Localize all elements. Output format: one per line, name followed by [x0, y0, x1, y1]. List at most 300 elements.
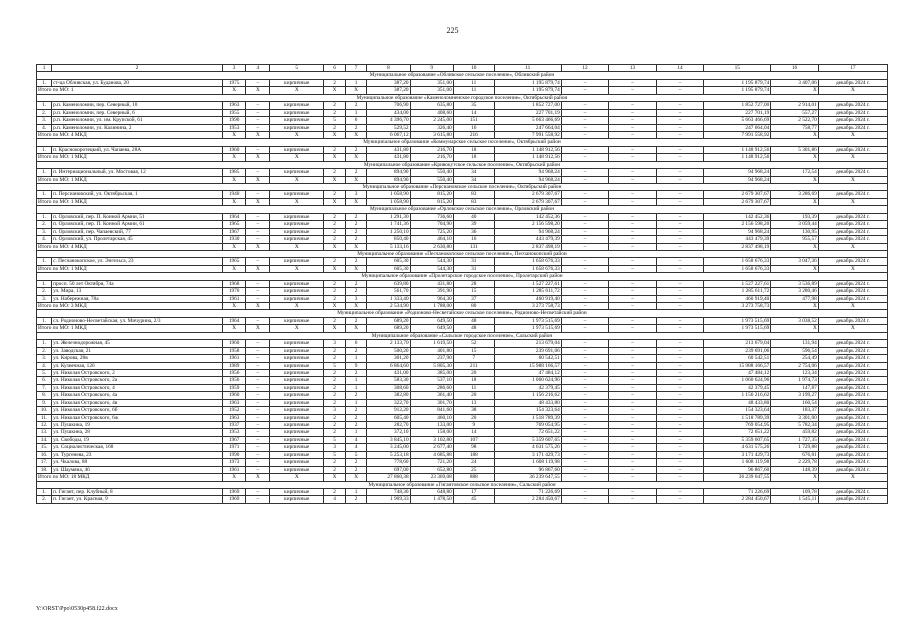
table-cell: 36 239 647,55	[494, 474, 561, 481]
table-cell: –	[246, 169, 270, 176]
table-cell: ул. Кузнечная, 126	[52, 362, 223, 369]
table-cell: кирпичные	[270, 436, 324, 443]
table-cell: 20	[453, 369, 494, 376]
table-cell: 2.	[37, 288, 52, 295]
table-cell: кирпичные	[270, 496, 324, 503]
table-cell: 1 527 227,61	[704, 280, 771, 287]
table-cell: 28	[453, 280, 494, 287]
table-cell: 40	[453, 213, 494, 220]
table-cell: р.п. Каменоломни, ул. Калинина, 2	[52, 124, 223, 131]
table-cell: 1 973 515,69	[704, 317, 771, 324]
table-cell: 2 679 307,67	[704, 198, 771, 205]
table-cell: –	[561, 198, 609, 205]
table-cell: декабрь 2024 г.	[818, 414, 887, 421]
table-cell: 6	[345, 340, 367, 347]
table-row	[37, 258, 888, 265]
table-cell: 2 229,78	[771, 459, 819, 466]
table-cell: X	[270, 87, 324, 94]
table-cell: –	[609, 355, 657, 362]
table-cell: 15 988 166,57	[704, 362, 771, 369]
total-row	[37, 154, 888, 161]
table-cell: 557,27	[771, 109, 819, 116]
table-cell: X	[222, 131, 246, 138]
table-cell: 2	[324, 236, 346, 243]
table-cell: 382,80	[367, 392, 410, 399]
header-cell: 4	[246, 65, 270, 72]
header-cell: 12	[561, 65, 609, 72]
table-cell: X	[771, 87, 819, 94]
table-cell: –	[656, 392, 704, 399]
table-cell: 3 845,10	[367, 436, 410, 443]
table-cell: –	[246, 221, 270, 228]
table-cell: 1 250,10	[367, 228, 410, 235]
table-cell: X	[324, 243, 346, 250]
table-cell: 16	[453, 236, 494, 243]
table-cell: Итого по МО: 4 МКД	[37, 131, 223, 138]
section-title: Муниципальное образование «Каменоломненское городское поселение», Октябрьский район	[37, 94, 888, 101]
table-cell: 689,20	[367, 325, 410, 332]
table-cell: –	[609, 317, 657, 324]
table-cell: 20	[453, 392, 494, 399]
table-cell: 1970	[222, 288, 246, 295]
section-row	[37, 206, 888, 213]
table-cell: 2 679 307,67	[494, 191, 561, 198]
table-cell: декабрь 2024 г.	[818, 191, 887, 198]
table-cell: ул. Николая Островского, 6б	[52, 407, 223, 414]
table-cell: –	[656, 340, 704, 347]
table-cell: ул. Чкалова, 88	[52, 459, 223, 466]
table-cell: 2	[324, 392, 346, 399]
table-cell: –	[561, 146, 609, 153]
table-cell: 5 301,86	[771, 146, 819, 153]
table-cell: 5	[324, 117, 346, 124]
table-cell: 443 479,39	[704, 236, 771, 243]
table-cell: ул. Николая Островского, 2	[52, 369, 223, 376]
table-cell: 1 058,90	[367, 198, 410, 205]
table-cell: 408,60	[410, 109, 453, 116]
table-cell: 15	[453, 288, 494, 295]
table-cell: X	[771, 243, 819, 250]
table-cell: 4	[345, 444, 367, 451]
table-cell: 1.	[37, 488, 52, 495]
table-cell: кирпичные	[270, 191, 324, 198]
table-cell: декабрь 2024 г.	[818, 429, 887, 436]
table-cell: –	[609, 414, 657, 421]
table-cell: 5 663 466,69	[704, 117, 771, 124]
table-cell: –	[561, 221, 609, 228]
header-cell: 14	[656, 65, 704, 72]
total-row	[37, 303, 888, 310]
table-cell: –	[246, 407, 270, 414]
table-cell: 2	[345, 392, 367, 399]
table-cell: –	[609, 436, 657, 443]
table-cell: 5 253,18	[367, 451, 410, 458]
table-cell: –	[656, 243, 704, 250]
table-cell: 2	[345, 288, 367, 295]
table-cell: 401,80	[410, 347, 453, 354]
table-row	[37, 228, 888, 235]
table-cell: 94 968,24	[704, 169, 771, 176]
table-cell: 1958	[222, 347, 246, 354]
table-cell: 1960	[222, 146, 246, 153]
table-cell: 3 301,00	[771, 414, 819, 421]
table-cell: 4.	[37, 124, 52, 131]
table-cell: ул. Пушкина, 19	[52, 422, 223, 429]
table-cell: 5 663 466,69	[494, 117, 561, 124]
table-cell: –	[561, 392, 609, 399]
table-cell: 2	[345, 124, 367, 131]
table-cell: 1955	[222, 109, 246, 116]
table-cell: –	[656, 347, 704, 354]
table-cell: 2	[324, 102, 346, 109]
table-cell: 2	[324, 258, 346, 265]
table-cell: 697,00	[367, 466, 410, 473]
table-cell: 80	[453, 303, 494, 310]
table-cell: 31	[453, 258, 494, 265]
table-cell: X	[818, 243, 887, 250]
table-cell: –	[656, 117, 704, 124]
table-cell: просп. 50 лет Октября, 74а	[52, 280, 223, 287]
table-cell: 2	[324, 146, 346, 153]
section-title: Муниципальное образование «Орловское сельское поселение», Орловский район	[37, 206, 888, 213]
header-cell: 6	[324, 65, 346, 72]
table-row	[37, 407, 888, 414]
table-cell: 2	[345, 258, 367, 265]
section-row	[37, 273, 888, 280]
table-cell: 48 433,80	[704, 399, 771, 406]
table-cell: –	[246, 79, 270, 86]
table-cell: 431,00	[367, 369, 410, 376]
table-cell: 27 860,38	[367, 474, 410, 481]
table-cell: 2	[345, 102, 367, 109]
table-cell: 544,30	[410, 265, 453, 272]
table-cell: 1.	[37, 340, 52, 347]
table-cell: –	[246, 124, 270, 131]
table-row	[37, 317, 888, 324]
table-cell: 850,40	[367, 236, 410, 243]
table-cell: кирпичные	[270, 459, 324, 466]
table-cell: –	[246, 444, 270, 451]
table-cell: X	[324, 474, 346, 481]
table-cell: 1956	[222, 369, 246, 376]
table-cell: –	[609, 295, 657, 302]
table-cell: –	[561, 362, 609, 369]
table-cell: 689,20	[367, 317, 410, 324]
table-cell: –	[246, 109, 270, 116]
table-cell: 254,49	[771, 355, 819, 362]
table-cell: 282,70	[367, 422, 410, 429]
table-cell: 148,39	[771, 466, 819, 473]
table-cell: кирпичные	[270, 221, 324, 228]
table-cell: 1 148 912,56	[494, 154, 561, 161]
table-cell: X	[246, 474, 270, 481]
table-cell: –	[246, 355, 270, 362]
table-cell: 7 991 558,92	[494, 131, 561, 138]
section-row	[37, 184, 888, 191]
table-cell: 2	[345, 466, 367, 473]
table-cell: кирпичные	[270, 258, 324, 265]
table-cell: X	[818, 474, 887, 481]
table-cell: 1973	[222, 459, 246, 466]
table-cell: –	[609, 236, 657, 243]
table-cell: 1 058,90	[367, 191, 410, 198]
table-cell: 2 677,40	[410, 444, 453, 451]
table-cell: 147,87	[771, 384, 819, 391]
section-row	[37, 332, 888, 339]
total-row	[37, 265, 888, 272]
table-cell: 1990	[222, 451, 246, 458]
table-cell: X	[246, 131, 270, 138]
table-cell: 2	[345, 347, 367, 354]
table-cell: 3	[324, 407, 346, 414]
table-cell: 123,34	[771, 369, 819, 376]
table-cell: –	[656, 377, 704, 384]
table-cell: –	[656, 474, 704, 481]
table-cell: 3.	[37, 228, 52, 235]
table-cell: 459,82	[771, 429, 819, 436]
table-cell: 14.	[37, 436, 52, 443]
table-cell: 11	[453, 79, 494, 86]
table-row	[37, 414, 888, 421]
table-cell: –	[561, 295, 609, 302]
table-cell: декабрь 2024 г.	[818, 399, 887, 406]
table-cell: 1.	[37, 146, 52, 153]
table-cell: 131,94	[771, 340, 819, 347]
table-cell: X	[324, 265, 346, 272]
table-cell: X	[222, 198, 246, 205]
table-cell: 1953	[222, 429, 246, 436]
table-cell: 2	[324, 228, 346, 235]
table-cell: 247 664,04	[704, 124, 771, 131]
table-cell: 736,60	[410, 213, 453, 220]
table-cell: –	[561, 243, 609, 250]
table-cell: ул. Заводская, 21	[52, 347, 223, 354]
table-cell: 2	[324, 355, 346, 362]
table-cell: –	[246, 392, 270, 399]
table-cell: X	[345, 325, 367, 332]
table-cell: 12.	[37, 422, 52, 429]
table-cell: 2	[345, 221, 367, 228]
table-cell: 361,40	[410, 392, 453, 399]
table-cell: 8.	[37, 392, 52, 399]
table-cell: 142 452,36	[494, 213, 561, 220]
table-cell: X	[345, 154, 367, 161]
table-row	[37, 377, 888, 384]
table-cell: 23 369,08	[410, 474, 453, 481]
table-cell: декабрь 2024 г.	[818, 288, 887, 295]
table-cell: 2	[324, 459, 346, 466]
table-cell: п. Гигант, пер. Клубный, 8	[52, 488, 223, 495]
table-cell: 1 518 789,39	[704, 414, 771, 421]
table-cell: п. Орловский, пер. П. Конной Армии, 51	[52, 213, 223, 220]
table-cell: 1 909,33	[367, 496, 410, 503]
table-cell: 2 679 307,67	[704, 191, 771, 198]
table-cell: Итого по МО: 1 МКД	[37, 154, 223, 161]
table-cell: ул. Николая Островского, 6ж	[52, 414, 223, 421]
table-cell: 1 060 624,96	[494, 377, 561, 384]
table-cell: 7.	[37, 384, 52, 391]
table-cell: 1960	[222, 340, 246, 347]
table-cell: –	[656, 87, 704, 94]
table-cell: 583,30	[367, 377, 410, 384]
table-row	[37, 213, 888, 220]
table-cell: 216,70	[410, 146, 453, 153]
section-title: Муниципальное образование «Коммунарское сельское поселение», Октябрьский район	[37, 139, 888, 146]
table-cell: 1 195 879,74	[494, 79, 561, 86]
table-cell: 322,70	[367, 399, 410, 406]
table-cell: –	[656, 169, 704, 176]
table-cell: –	[561, 117, 609, 124]
table-cell: 37	[453, 295, 494, 302]
table-cell: декабрь 2024 г.	[818, 488, 887, 495]
table-cell: 1965	[222, 258, 246, 265]
table-cell: X	[246, 303, 270, 310]
table-cell: –	[561, 355, 609, 362]
table-cell: 17.	[37, 459, 52, 466]
table-cell: X	[818, 176, 887, 183]
table-cell: 183,37	[771, 407, 819, 414]
table-cell: –	[609, 407, 657, 414]
table-cell: –	[656, 198, 704, 205]
table-cell: 1969	[222, 496, 246, 503]
table-cell: 94 968,24	[494, 176, 561, 183]
table-cell: 1975	[222, 79, 246, 86]
table-cell: 11.	[37, 414, 52, 421]
table-cell: ул. Мира, 13	[52, 288, 223, 295]
table-cell: –	[561, 347, 609, 354]
table-cell: кирпичные	[270, 146, 324, 153]
table-cell: X	[771, 303, 819, 310]
table-cell: ул. Николая Островского, 2а	[52, 377, 223, 384]
table-cell: декабрь 2024 г.	[818, 79, 887, 86]
table-cell: –	[246, 399, 270, 406]
table-cell: 3 102,80	[410, 436, 453, 443]
table-cell: 2	[324, 317, 346, 324]
table-cell: 721,20	[410, 459, 453, 466]
table-cell: 1967	[222, 436, 246, 443]
table-cell: 5	[324, 451, 346, 458]
table-cell: 11	[453, 87, 494, 94]
table-cell: –	[609, 288, 657, 295]
table-cell: 1964	[222, 213, 246, 220]
file-path-footer: Y:\ORST\Ppo\0530p458.f22.docx	[36, 606, 118, 612]
table-cell: 1971	[222, 444, 246, 451]
table-cell: кирпичные	[270, 362, 324, 369]
table-cell: п. Гигант, ул. Красная, 9	[52, 496, 223, 503]
table-cell: 1.	[37, 317, 52, 324]
table-cell: –	[656, 154, 704, 161]
table-cell: 5 359 607,65	[494, 436, 561, 443]
table-cell: Итого по МО: 1 МКД	[37, 325, 223, 332]
table-cell: 1.	[37, 102, 52, 109]
table-cell: кирпичные	[270, 422, 324, 429]
table-cell: X	[345, 131, 367, 138]
table-cell: 326,40	[410, 124, 453, 131]
table-cell: –	[656, 325, 704, 332]
table-cell: –	[656, 436, 704, 443]
table-cell: 107	[453, 436, 494, 443]
table-cell: 151	[453, 117, 494, 124]
table-cell: 1 619,50	[410, 340, 453, 347]
table-cell: 20	[453, 414, 494, 421]
table-cell: ул. Железнодорожная, 45	[52, 340, 223, 347]
table-cell: 1 741,36	[367, 221, 410, 228]
table-cell: –	[561, 191, 609, 198]
table-cell: 7 991 558,92	[704, 131, 771, 138]
table-cell: 431,80	[367, 146, 410, 153]
table-cell: 4.	[37, 236, 52, 243]
table-cell: 1 852 727,00	[704, 102, 771, 109]
table-cell: X	[222, 176, 246, 183]
table-cell: 2	[324, 221, 346, 228]
table-cell: –	[609, 347, 657, 354]
table-cell: –	[656, 444, 704, 451]
table-cell: декабрь 2024 г.	[818, 355, 887, 362]
table-cell: 778,60	[367, 459, 410, 466]
table-cell: 71 226,69	[494, 488, 561, 495]
table-cell: ул. Николая Островского, 4в	[52, 399, 223, 406]
table-cell: X	[818, 87, 887, 94]
table-cell: 4.	[37, 362, 52, 369]
table-cell: 1 973 515,69	[494, 325, 561, 332]
table-cell: –	[246, 258, 270, 265]
table-cell: 60 542,51	[704, 355, 771, 362]
table-row	[37, 347, 888, 354]
section-row	[37, 310, 888, 317]
table-cell: –	[561, 407, 609, 414]
table-cell: 3 199,27	[771, 392, 819, 399]
table-cell: п. Краснокоротецкий, ул. Чапаева, 28А	[52, 146, 223, 153]
table-cell: 2	[324, 124, 346, 131]
table-cell: X	[270, 265, 324, 272]
table-cell: 47 484,12	[494, 369, 561, 376]
table-cell: X	[324, 303, 346, 310]
table-cell: 2	[324, 191, 346, 198]
table-cell: 52	[453, 340, 494, 347]
table-cell: X	[270, 198, 324, 205]
header-cell: 3	[222, 65, 246, 72]
table-row	[37, 369, 888, 376]
table-cell: 18	[453, 154, 494, 161]
table-row	[37, 451, 888, 458]
table-cell: 5 133,16	[367, 243, 410, 250]
table-cell: –	[561, 474, 609, 481]
table-cell: кирпичные	[270, 295, 324, 302]
table-cell: декабрь 2024 г.	[818, 117, 887, 124]
table-cell: 1963	[222, 399, 246, 406]
table-cell: 769 054,95	[704, 422, 771, 429]
table-cell: –	[561, 102, 609, 109]
table-cell: 1 195 879,74	[704, 79, 771, 86]
table-cell: сл. Родионово-Несветайская, ул. Мичурина, 2/3	[52, 317, 223, 324]
table-cell: кирпичные	[270, 466, 324, 473]
table-cell: –	[656, 429, 704, 436]
table-row	[37, 124, 888, 131]
table-cell: –	[609, 265, 657, 272]
table-cell: 2	[345, 280, 367, 287]
table-cell: 537,10	[410, 377, 453, 384]
table-cell: Итого по МО: 1	[37, 87, 223, 94]
table-cell: –	[609, 131, 657, 138]
table-cell: 96 867,60	[494, 466, 561, 473]
table-cell: X	[345, 303, 367, 310]
table-cell: декабрь 2024 г.	[818, 102, 887, 109]
header-cell: 2	[52, 65, 223, 72]
table-cell: 239 691,06	[704, 347, 771, 354]
table-cell: Итого по МО: 1 МКД	[37, 176, 223, 183]
table-cell: Итого по МО: 4 МКД	[37, 243, 223, 250]
table-cell: 98	[453, 444, 494, 451]
